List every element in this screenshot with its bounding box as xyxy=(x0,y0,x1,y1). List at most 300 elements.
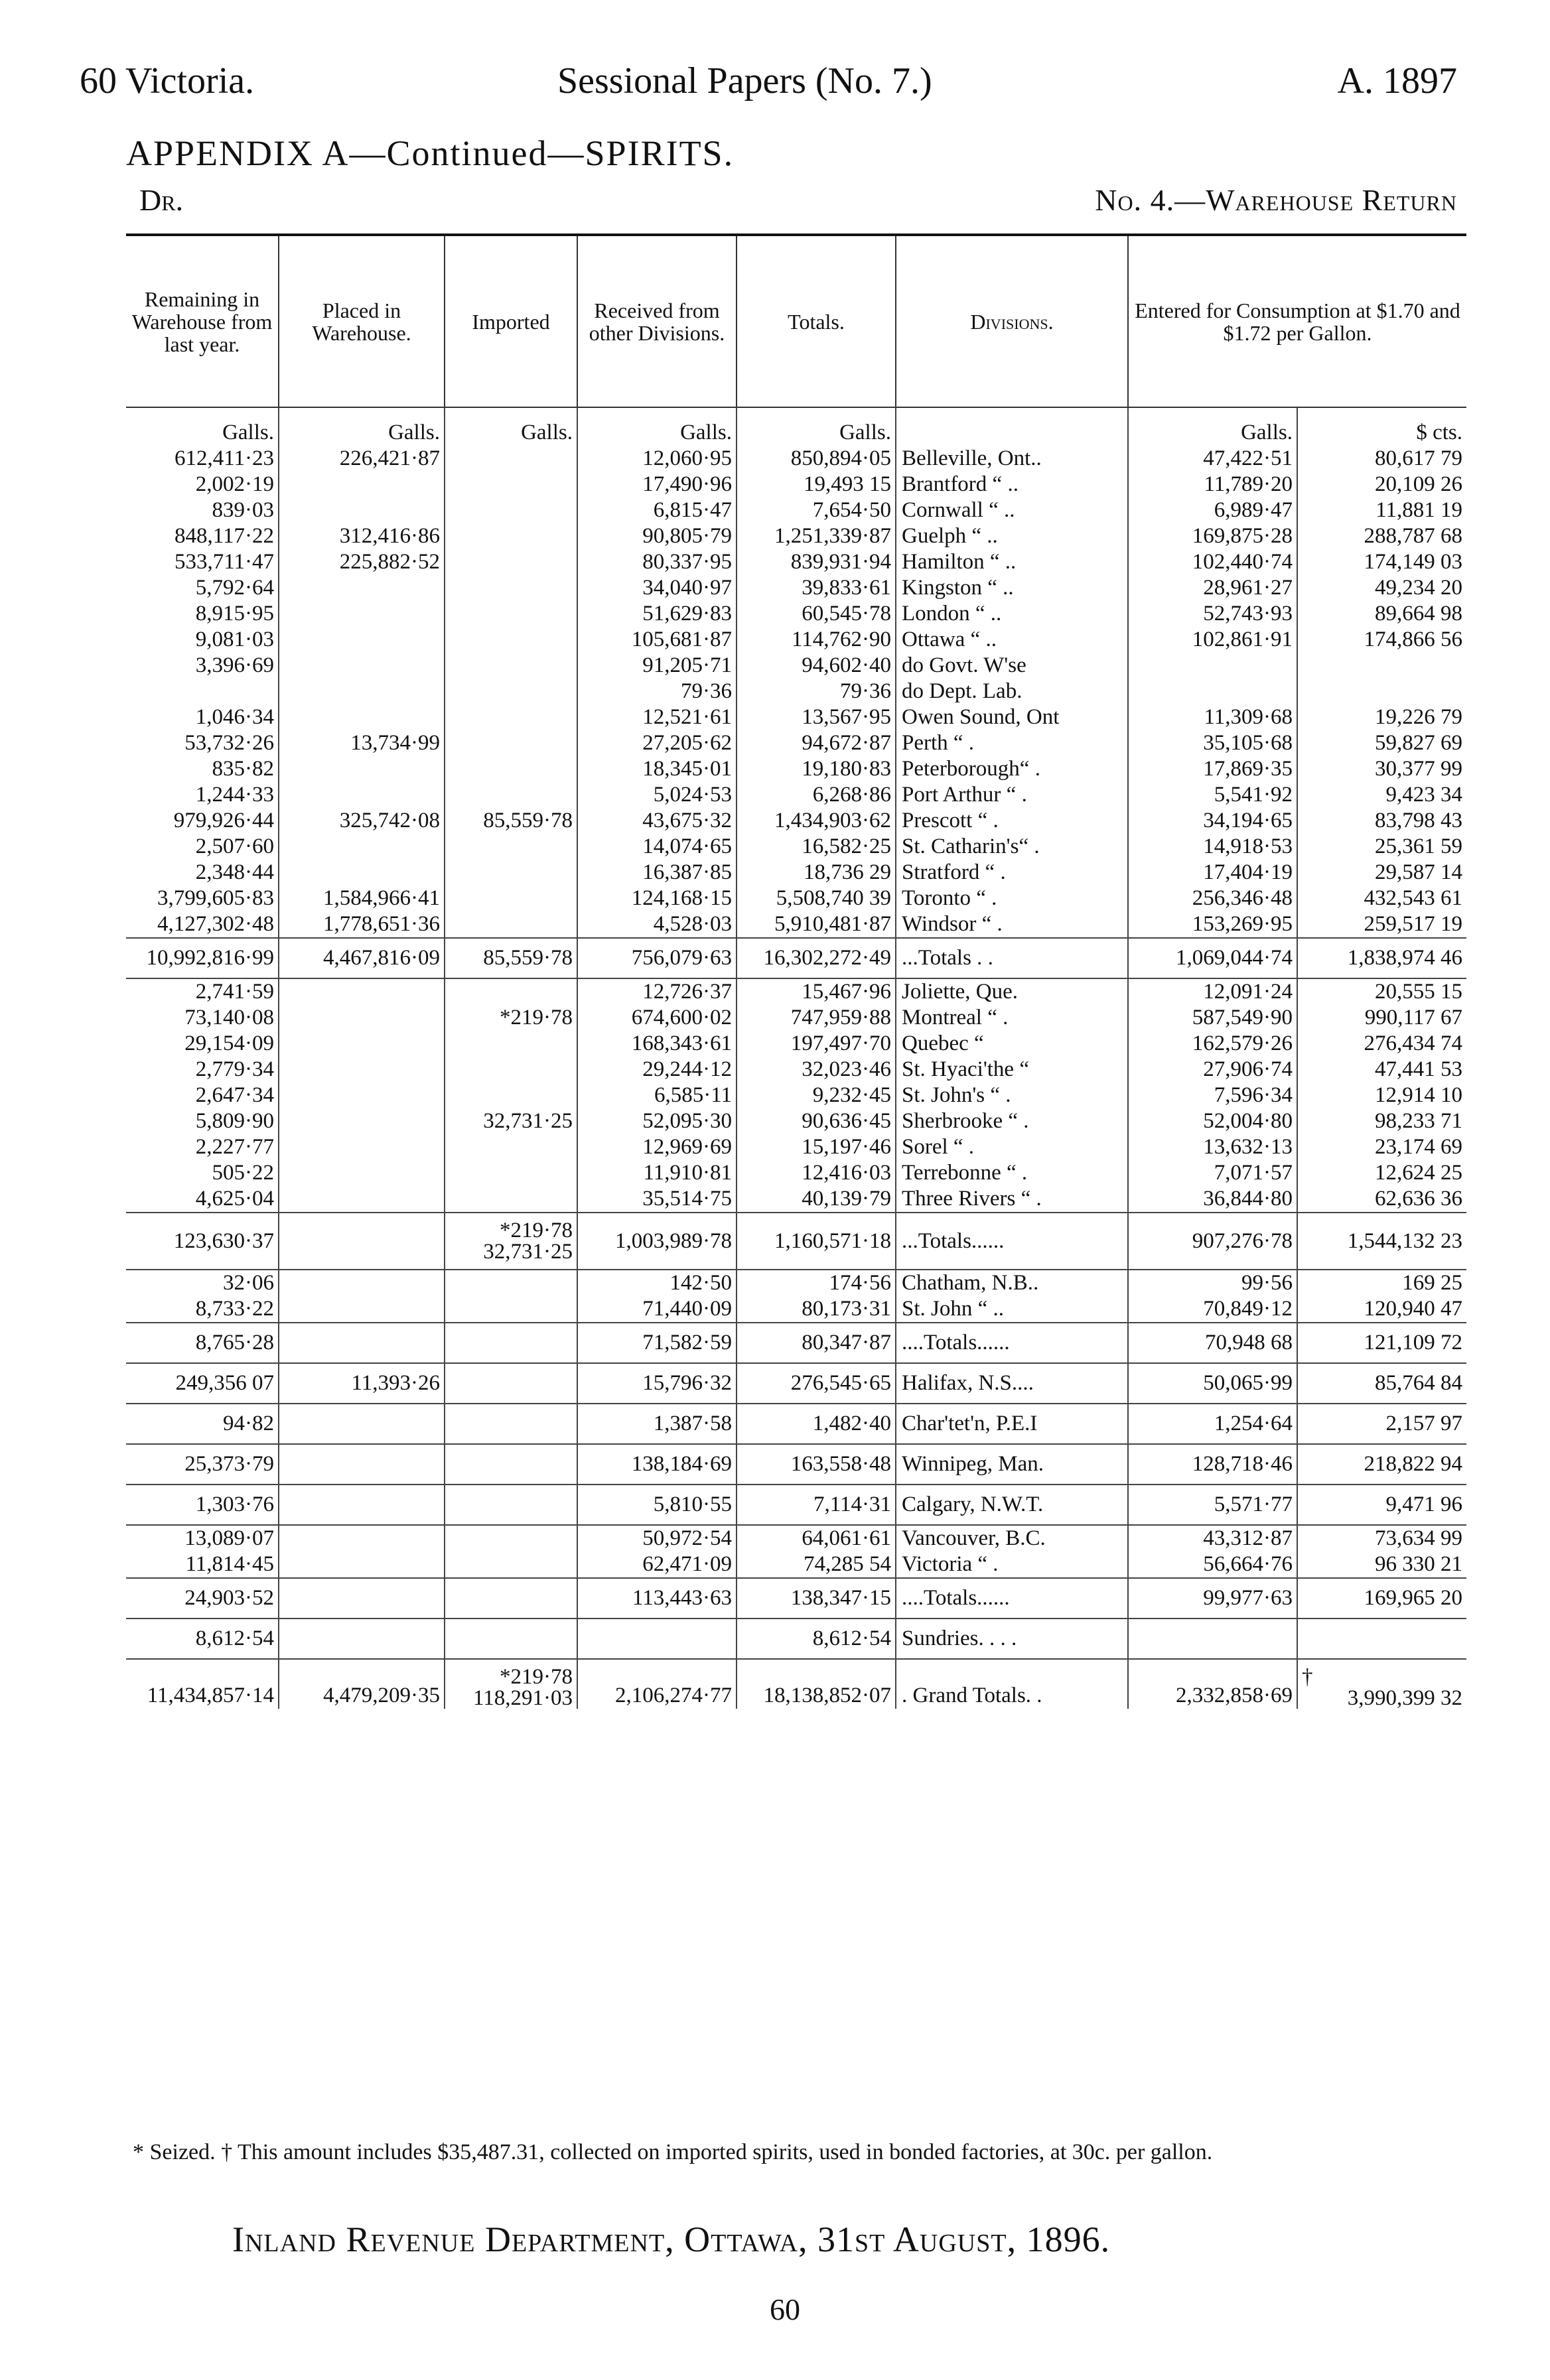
col-remaining: Remaining in Warehouse from last year. xyxy=(126,236,279,407)
table-cell xyxy=(445,1578,577,1619)
imported-total: 118,291·03 xyxy=(472,1686,573,1709)
table-cell xyxy=(445,704,577,730)
table-cell: 70,849·12 xyxy=(1128,1296,1297,1323)
table-cell xyxy=(445,1270,577,1296)
department-signature: Inland Revenue Department, Ottawa, 31st August, 1896. xyxy=(232,2219,1111,2259)
table-cell: 174·56 xyxy=(737,1270,896,1296)
table-cell: 6,815·47 xyxy=(577,497,737,523)
table-cell: 1,584,966·41 xyxy=(279,886,445,911)
table-cell: 174,149 03 xyxy=(1364,550,1462,574)
table-cell: 17,490·96 xyxy=(577,472,737,497)
imported-total: 32,731·25 xyxy=(483,1240,573,1264)
table-row xyxy=(126,1031,1466,1057)
table-cell xyxy=(1297,1619,1466,1659)
table-row xyxy=(126,472,1466,497)
table-cell: 7,114·31 xyxy=(737,1485,896,1525)
table-cell xyxy=(279,1619,445,1659)
unit-row xyxy=(126,407,1466,446)
table-cell: Sorel “ . xyxy=(896,1134,1128,1160)
table-cell: 5,810·55 xyxy=(577,1485,737,1525)
ontario-totals xyxy=(126,938,1466,978)
table-cell: 226,421·87 xyxy=(279,446,445,472)
table-cell: 839,931·94 xyxy=(737,549,896,575)
table-cell: 1,544,132 23 xyxy=(1297,1213,1466,1270)
table-cell xyxy=(445,1134,577,1160)
table-cell: 73,140·08 xyxy=(126,1005,279,1031)
table-cell: 8,612·54 xyxy=(126,1619,279,1659)
table-cell: 15,197·46 xyxy=(737,1134,896,1160)
new-brunswick-divisions xyxy=(126,1270,1466,1363)
table-row xyxy=(126,523,1466,549)
table-cell xyxy=(279,1108,445,1134)
table-cell: 16,387·85 xyxy=(577,860,737,886)
table-cell: 13,567·95 xyxy=(737,704,896,730)
table-row xyxy=(126,886,1466,911)
table-cell xyxy=(279,1552,445,1578)
table-cell: 12,914 10 xyxy=(1375,1083,1462,1107)
table-cell xyxy=(445,1485,577,1525)
table-cell: 4,479,209·35 xyxy=(279,1659,445,1709)
table-cell: Calgary, N.W.T. xyxy=(896,1485,1128,1525)
table-cell: 85,559·78 xyxy=(445,938,577,978)
table-cell: 50,972·54 xyxy=(577,1525,737,1552)
table-row xyxy=(126,679,1466,704)
table-cell: 1,482·40 xyxy=(737,1404,896,1444)
table-cell: 11,814·45 xyxy=(126,1552,279,1578)
table-cell: Belleville, Ont.. xyxy=(896,446,1128,472)
table-cell xyxy=(279,1031,445,1057)
table-cell: 587,549·90 xyxy=(1128,1005,1297,1031)
table-cell xyxy=(279,860,445,886)
table-cell xyxy=(279,1083,445,1108)
table-cell xyxy=(279,601,445,627)
table-cell: 34,194·65 xyxy=(1128,808,1297,834)
table-cell: 62,471·09 xyxy=(577,1552,737,1578)
grand-total-row xyxy=(126,1659,1466,1709)
table-cell: Kingston “ .. xyxy=(896,575,1128,601)
table-row xyxy=(126,808,1466,834)
table-cell: 979,926·44 xyxy=(126,808,279,834)
table-cell: 990,117 67 xyxy=(1364,1006,1462,1029)
table-cell xyxy=(279,1186,445,1213)
table-cell xyxy=(279,834,445,860)
table-row xyxy=(126,1270,1466,1296)
table-cell: 3,799,605·83 xyxy=(126,886,279,911)
table-cell: 12,091·24 xyxy=(1128,978,1297,1005)
table-cell: 27,205·62 xyxy=(577,730,737,756)
table-cell: 15,467·96 xyxy=(737,978,896,1005)
table-cell: 174,866 56 xyxy=(1364,628,1462,651)
table-cell: 16,582·25 xyxy=(737,834,896,860)
table-cell: Prescott “ . xyxy=(896,808,1128,834)
table-cell: 1,160,571·18 xyxy=(737,1213,896,1270)
table-cell xyxy=(445,679,577,704)
table-cell: Guelph “ .. xyxy=(896,523,1128,549)
table-cell: 14,074·65 xyxy=(577,834,737,860)
table-cell: 848,117·22 xyxy=(126,523,279,549)
table-cell: 2,332,858·69 xyxy=(1128,1659,1297,1709)
table-cell xyxy=(445,978,577,1005)
table-row xyxy=(126,446,1466,472)
table-cell xyxy=(279,653,445,679)
table-cell: Stratford “ . xyxy=(896,860,1128,886)
table-cell: 99·56 xyxy=(1128,1270,1297,1296)
table-cell: 835·82 xyxy=(126,756,279,782)
table-cell: 168,343·61 xyxy=(577,1031,737,1057)
table-row xyxy=(126,704,1466,730)
table-cell: 5,809·90 xyxy=(126,1108,279,1134)
table-cell xyxy=(1128,653,1297,679)
table-cell: 11,393·26 xyxy=(279,1363,445,1404)
table-cell: 39,833·61 xyxy=(737,575,896,601)
table-cell: 12,521·61 xyxy=(577,704,737,730)
table-cell: 79·36 xyxy=(737,679,896,704)
table-cell: 12,624 25 xyxy=(1375,1161,1462,1185)
table-cell: 53,732·26 xyxy=(126,730,279,756)
table-cell: 34,040·97 xyxy=(577,575,737,601)
table-cell: 80,617 79 xyxy=(1375,446,1462,470)
table-cell: 2,647·34 xyxy=(126,1083,279,1108)
table-row xyxy=(126,1186,1466,1213)
table-cell: 52,095·30 xyxy=(577,1108,737,1134)
table-cell: 162,579·26 xyxy=(1128,1031,1297,1057)
table-row xyxy=(126,1160,1466,1186)
table-cell: 80,173·31 xyxy=(737,1296,896,1323)
table-cell: 14,918·53 xyxy=(1128,834,1297,860)
table-cell: 11,434,857·14 xyxy=(126,1659,279,1709)
table-cell: 19,493 15 xyxy=(737,472,896,497)
table-cell: 29,587 14 xyxy=(1375,860,1462,884)
table-cell xyxy=(445,782,577,808)
table-cell: 907,276·78 xyxy=(1128,1213,1297,1270)
table-cell: Sundries. . . . xyxy=(896,1619,1128,1659)
table-row xyxy=(126,860,1466,886)
page-number: 60 xyxy=(770,2292,800,2326)
table-cell: 29,244·12 xyxy=(577,1057,737,1083)
table-cell xyxy=(279,756,445,782)
table-cell: Perth “ . xyxy=(896,730,1128,756)
table-cell xyxy=(577,1619,737,1659)
table-cell: 74,285 54 xyxy=(737,1552,896,1578)
table-row xyxy=(126,1057,1466,1083)
table-cell: 90,805·79 xyxy=(577,523,737,549)
table-row xyxy=(126,1323,1466,1363)
table-row xyxy=(126,756,1466,782)
table-cell xyxy=(1128,1619,1297,1659)
table-cell: St. Hyaci'the “ xyxy=(896,1057,1128,1083)
table-cell: 8,915·95 xyxy=(126,601,279,627)
table-cell: Sherbrooke “ . xyxy=(896,1108,1128,1134)
column-header-row xyxy=(126,236,1466,407)
table-cell: 23,174 69 xyxy=(1375,1135,1462,1159)
table-cell: 153,269·95 xyxy=(1128,911,1297,938)
seized-note: *219·78 xyxy=(500,1665,573,1689)
unit-cell: Galls. xyxy=(577,407,737,446)
table-cell xyxy=(445,860,577,886)
table-cell: 197,497·70 xyxy=(737,1031,896,1057)
table-cell: 62,636 36 xyxy=(1375,1187,1462,1211)
table-cell: Victoria “ . xyxy=(896,1552,1128,1578)
header-year: A. 1897 xyxy=(1337,60,1457,101)
table-cell: 12,969·69 xyxy=(577,1134,737,1160)
table-cell xyxy=(445,886,577,911)
table-cell: 4,467,816·09 xyxy=(279,938,445,978)
table-cell: 124,168·15 xyxy=(577,886,737,911)
table-cell xyxy=(279,627,445,653)
table-cell xyxy=(445,1213,577,1270)
table-cell: 19,180·83 xyxy=(737,756,896,782)
table-cell: 12,060·95 xyxy=(577,446,737,472)
table-cell: 505·22 xyxy=(126,1160,279,1186)
table-cell: 1,387·58 xyxy=(577,1404,737,1444)
table-cell: 1,434,903·62 xyxy=(737,808,896,834)
table-row xyxy=(126,834,1466,860)
table-cell: 11,309·68 xyxy=(1128,704,1297,730)
table-cell: 2,779·34 xyxy=(126,1057,279,1083)
table-cell: 18,736 29 xyxy=(737,860,896,886)
table-cell: 2,227·77 xyxy=(126,1134,279,1160)
quebec-total-row xyxy=(126,1213,1466,1270)
table-cell: 4,127,302·48 xyxy=(126,911,279,938)
table-cell: 142·50 xyxy=(577,1270,737,1296)
unit-cell xyxy=(896,407,1128,446)
table-cell: do Govt. W'se xyxy=(896,653,1128,679)
warehouse-return-table xyxy=(126,233,1466,1709)
debit-label: Dr. xyxy=(139,183,184,217)
table-cell xyxy=(279,1578,445,1619)
table-cell xyxy=(445,834,577,860)
table-cell: 56,664·76 xyxy=(1128,1552,1297,1578)
table-cell: 47,441 53 xyxy=(1375,1057,1462,1081)
table-cell: 52,743·93 xyxy=(1128,601,1297,627)
table-cell: 1,046·34 xyxy=(126,704,279,730)
table-cell: Cornwall “ .. xyxy=(896,497,1128,523)
table-cell: Vancouver, B.C. xyxy=(896,1525,1128,1552)
table-cell: 83,798 43 xyxy=(1375,809,1462,832)
table-cell xyxy=(445,497,577,523)
table-cell: ....Totals...... xyxy=(896,1323,1128,1363)
unit-cell: Galls. xyxy=(126,407,279,446)
table-cell: 7,596·34 xyxy=(1128,1083,1297,1108)
table-cell: Terrebonne “ . xyxy=(896,1160,1128,1186)
table-cell xyxy=(445,1186,577,1213)
table-cell: Joliette, Que. xyxy=(896,978,1128,1005)
table-cell: 43,675·32 xyxy=(577,808,737,834)
table-cell xyxy=(279,1270,445,1296)
table-cell xyxy=(445,1160,577,1186)
table-cell: 89,664 98 xyxy=(1375,602,1462,626)
table-row xyxy=(126,911,1466,938)
table-cell: 32·06 xyxy=(126,1270,279,1296)
table-cell: Windsor “ . xyxy=(896,911,1128,938)
table-cell: 249,356 07 xyxy=(126,1363,279,1404)
table-cell: St. John's “ . xyxy=(896,1083,1128,1108)
table-cell: 28,961·27 xyxy=(1128,575,1297,601)
table-cell: 35,514·75 xyxy=(577,1186,737,1213)
table-row xyxy=(126,575,1466,601)
table-cell xyxy=(445,627,577,653)
table-cell: 5,508,740 39 xyxy=(737,886,896,911)
table-row xyxy=(126,653,1466,679)
table-cell: 99,977·63 xyxy=(1128,1578,1297,1619)
table-cell xyxy=(279,679,445,704)
table-cell: Peterborough“ . xyxy=(896,756,1128,782)
table-cell: 59,827 69 xyxy=(1375,731,1462,755)
table-cell xyxy=(445,601,577,627)
table-cell: 12,726·37 xyxy=(577,978,737,1005)
seized-note: *219·78 xyxy=(500,1219,573,1242)
table-cell: 2,348·44 xyxy=(126,860,279,886)
table-row xyxy=(126,1296,1466,1323)
table-cell: 71,440·09 xyxy=(577,1296,737,1323)
table-cell: do Dept. Lab. xyxy=(896,679,1128,704)
table-cell: Owen Sound, Ont xyxy=(896,704,1128,730)
table-row xyxy=(126,938,1466,978)
table-cell: *219·78 xyxy=(445,1005,577,1031)
table-cell: 839·03 xyxy=(126,497,279,523)
table-row xyxy=(126,1005,1466,1031)
remaining-divisions xyxy=(126,1363,1466,1659)
table-cell: 288,787 68 xyxy=(1364,524,1462,548)
table-cell xyxy=(279,1213,445,1270)
table-cell: 16,302,272·49 xyxy=(737,938,896,978)
table-cell: 102,440·74 xyxy=(1128,549,1297,575)
table-cell: . Grand Totals. . xyxy=(896,1659,1128,1709)
table-cell xyxy=(445,523,577,549)
table-cell xyxy=(279,1485,445,1525)
table-cell: 8,612·54 xyxy=(737,1619,896,1659)
table-cell: 32,023·46 xyxy=(737,1057,896,1083)
table-cell: 747,959·88 xyxy=(737,1005,896,1031)
col-imported: Imported xyxy=(445,236,577,407)
table-cell: 2,106,274·77 xyxy=(577,1659,737,1709)
table-cell xyxy=(445,653,577,679)
table-row xyxy=(126,1444,1466,1485)
table-cell: 43,312·87 xyxy=(1128,1525,1297,1552)
table-cell: ...Totals...... xyxy=(896,1213,1128,1270)
table-cell: 40,139·79 xyxy=(737,1186,896,1213)
table-cell xyxy=(445,730,577,756)
table-cell: 5,024·53 xyxy=(577,782,737,808)
ontario-divisions xyxy=(126,446,1466,938)
unit-cell: Galls. xyxy=(737,407,896,446)
table-cell: 49,234 20 xyxy=(1375,576,1462,600)
table-cell: 25,373·79 xyxy=(126,1444,279,1485)
table-cell: 71,582·59 xyxy=(577,1323,737,1363)
table-cell xyxy=(279,1323,445,1363)
table-cell xyxy=(445,1083,577,1108)
table-cell xyxy=(445,1552,577,1578)
table-cell xyxy=(279,1160,445,1186)
table-cell: Brantford “ .. xyxy=(896,472,1128,497)
table-cell: 218,822 94 xyxy=(1297,1444,1466,1485)
table-cell: 6,989·47 xyxy=(1128,497,1297,523)
table-cell: 6,268·86 xyxy=(737,782,896,808)
table-cell: 138,184·69 xyxy=(577,1444,737,1485)
table-cell: 1,303·76 xyxy=(126,1485,279,1525)
table-cell xyxy=(445,1619,577,1659)
table-cell: 17,404·19 xyxy=(1128,860,1297,886)
table-cell xyxy=(445,1323,577,1363)
col-totals: Totals. xyxy=(737,236,896,407)
table-cell: 1,244·33 xyxy=(126,782,279,808)
table-row xyxy=(126,1404,1466,1444)
table-row xyxy=(126,1552,1466,1578)
table-cell xyxy=(279,497,445,523)
table-cell xyxy=(279,1404,445,1444)
table-cell xyxy=(445,1404,577,1444)
table-row xyxy=(126,601,1466,627)
table-cell: 85,559·78 xyxy=(445,808,577,834)
table-cell: 1,778,651·36 xyxy=(279,911,445,938)
table-cell: 2,157 97 xyxy=(1297,1404,1466,1444)
table-cell: 276,434 74 xyxy=(1364,1031,1462,1055)
table-cell xyxy=(445,549,577,575)
table-cell: 36,844·80 xyxy=(1128,1186,1297,1213)
table-cell: 30,377 99 xyxy=(1375,757,1462,781)
table-cell: 90,636·45 xyxy=(737,1108,896,1134)
table-cell xyxy=(1297,653,1466,679)
table-cell: 1,003,989·78 xyxy=(577,1213,737,1270)
table-cell: 756,079·63 xyxy=(577,938,737,978)
return-label: No. 4.—Warehouse Return xyxy=(1095,183,1457,217)
table-cell: 47,422·51 xyxy=(1128,446,1297,472)
table-cell: 9,423 34 xyxy=(1385,783,1462,807)
table-row xyxy=(126,1108,1466,1134)
table-cell: 123,630·37 xyxy=(126,1213,279,1270)
table-cell: 114,762·90 xyxy=(737,627,896,653)
table-cell xyxy=(1297,1659,1466,1709)
table-cell: 3,396·69 xyxy=(126,653,279,679)
table-row xyxy=(126,549,1466,575)
table-cell: Chatham, N.B.. xyxy=(896,1270,1128,1296)
table-cell xyxy=(279,704,445,730)
table-cell: Char'tet'n, P.E.I xyxy=(896,1404,1128,1444)
table-cell: 7,654·50 xyxy=(737,497,896,523)
col-divisions: Divisions. xyxy=(896,236,1128,407)
table-cell: Hamilton “ .. xyxy=(896,549,1128,575)
table-cell: 11,910·81 xyxy=(577,1160,737,1186)
table-cell xyxy=(445,1363,577,1404)
table-cell xyxy=(445,575,577,601)
table-cell: 612,411·23 xyxy=(126,446,279,472)
table-cell: 24,903·52 xyxy=(126,1578,279,1619)
table-cell: 256,346·48 xyxy=(1128,886,1297,911)
table-cell xyxy=(445,1659,577,1709)
table-cell: 674,600·02 xyxy=(577,1005,737,1031)
table-cell: 2,741·59 xyxy=(126,978,279,1005)
table-cell xyxy=(279,978,445,1005)
table-cell: 25,361 59 xyxy=(1375,834,1462,858)
table-cell: 98,233 71 xyxy=(1375,1109,1462,1133)
table-cell: 94,602·40 xyxy=(737,653,896,679)
table-cell: 17,869·35 xyxy=(1128,756,1297,782)
table-row xyxy=(126,1578,1466,1619)
table-cell xyxy=(445,1031,577,1057)
table-cell: 35,105·68 xyxy=(1128,730,1297,756)
table-cell xyxy=(1128,679,1297,704)
table-cell: 169 25 xyxy=(1402,1271,1462,1295)
table-cell: 121,109 72 xyxy=(1297,1323,1466,1363)
table-cell: 432,543 61 xyxy=(1364,886,1462,910)
table-cell xyxy=(445,1444,577,1485)
table-cell: 32,731·25 xyxy=(445,1108,577,1134)
table-cell: 8,733·22 xyxy=(126,1296,279,1323)
table-cell: 2,507·60 xyxy=(126,834,279,860)
table-cell xyxy=(279,472,445,497)
table-cell: 9,232·45 xyxy=(737,1083,896,1108)
table-row xyxy=(126,1619,1466,1659)
